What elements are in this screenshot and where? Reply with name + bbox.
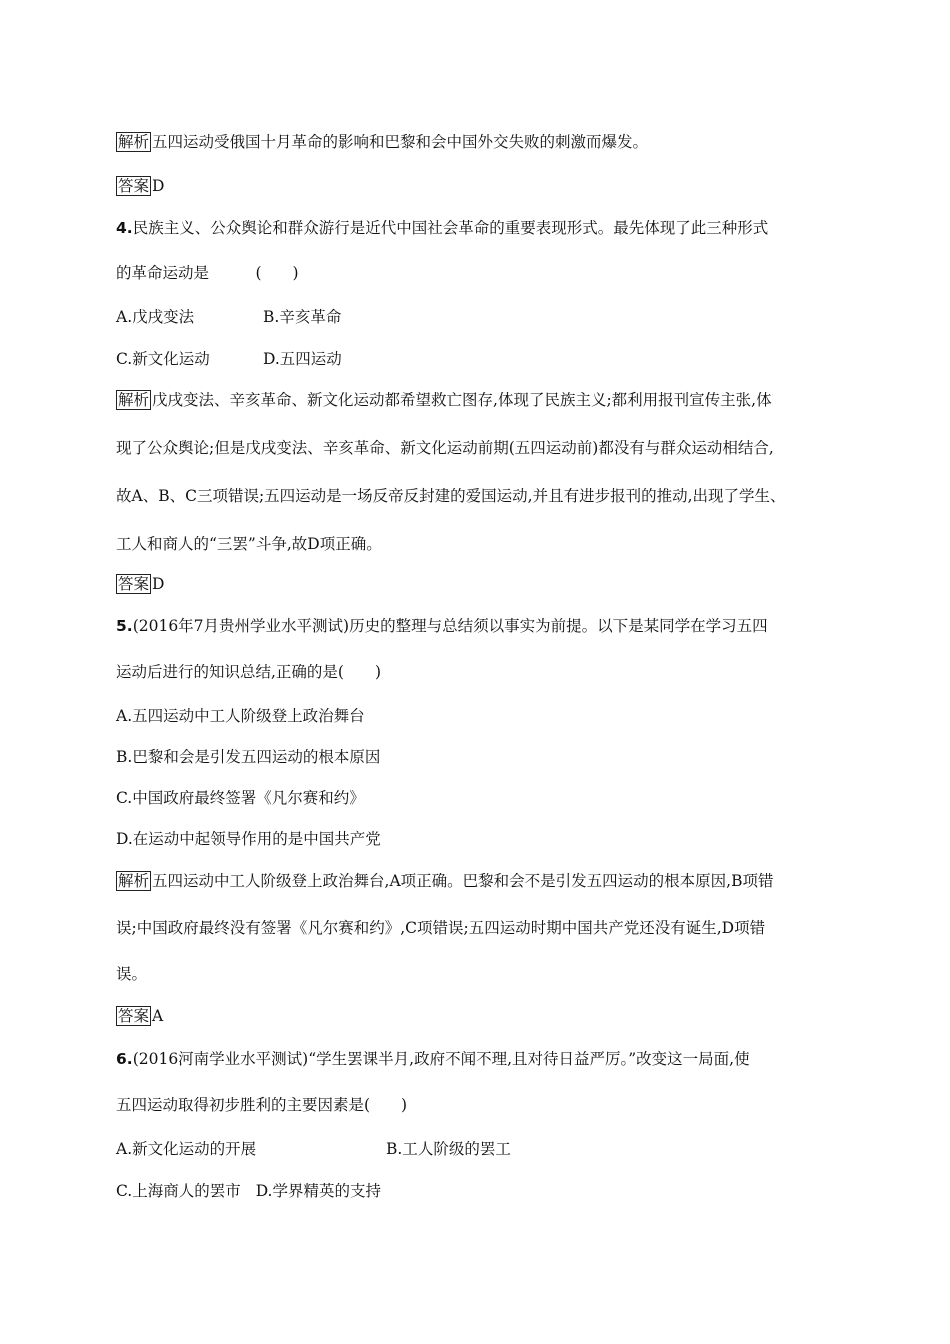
q4-analysis-line2: 现了公众舆论;但是戊戌变法、辛亥革命、新文化运动前期(五四运动前)都没有与群众运动相结合,	[116, 439, 774, 457]
q5-option-b: B.巴黎和会是引发五四运动的根本原因	[116, 748, 381, 766]
q5-answer	[116, 1006, 163, 1026]
q4-analysis	[116, 390, 772, 410]
q4-option-a: A.戊戌变法	[116, 308, 195, 326]
q4-option-b: B.辛亥革命	[263, 308, 342, 326]
q4-stem	[116, 218, 768, 238]
q5-option-d: D.在运动中起领导作用的是中国共产党	[116, 830, 381, 848]
q5-analysis-line1: 五四运动中工人阶级登上政治舞台,A项正确。巴黎和会不是引发五四运动的根本原因,B项错	[152, 872, 774, 890]
q6-stem	[116, 1049, 750, 1069]
q5-answer-value: A	[152, 1007, 164, 1025]
q6-options-row2	[116, 1181, 381, 1201]
q5-option-a: A.五四运动中工人阶级登上政治舞台	[116, 707, 365, 725]
analysis-tag: 解析	[118, 133, 150, 151]
q5-analysis-line2: 误;中国政府最终没有签署《凡尔赛和约》,C项错误;五四运动时期中国共产党还没有诞生,D项错	[116, 919, 766, 937]
q4-options-row1	[116, 307, 342, 327]
q5-analysis	[116, 871, 773, 891]
q6-options-row1	[116, 1139, 511, 1159]
q4-stem-line2: 的革命运动是 ( )	[116, 264, 299, 282]
q6-stem-line1: (2016河南学业水平测试)“学生罢课半月,政府不闻不理,且对待日益严厉。”改变这一局面,使	[132, 1050, 750, 1068]
answer-tag: 答案	[118, 177, 150, 195]
q4-stem-line1: 民族主义、公众舆论和群众游行是近代中国社会革命的重要表现形式。最先体现了此三种形式	[132, 219, 769, 237]
q3-answer	[116, 176, 164, 196]
q4-answer-value: D	[152, 575, 165, 593]
analysis-tag: 解析	[118, 391, 150, 409]
answer-tag: 答案	[118, 1007, 150, 1025]
q6-number: 6.	[116, 1050, 133, 1068]
q5-stem-line1: (2016年7月贵州学业水平测试)历史的整理与总结须以事实为前提。以下是某同学在学习五四	[132, 617, 768, 635]
q4-analysis-line4: 工人和商人的“三罢”斗争,故D项正确。	[116, 535, 382, 553]
q6-option-b: B.工人阶级的罢工	[386, 1140, 511, 1158]
q3-answer-value: D	[152, 177, 165, 195]
q4-analysis-line1: 戊戌变法、辛亥革命、新文化运动都希望救亡图存,体现了民族主义;都利用报刊宣传主张,体	[152, 391, 772, 409]
answer-tag: 答案	[118, 575, 150, 593]
q4-option-d: D.五四运动	[263, 350, 342, 368]
q6-stem-line2: 五四运动取得初步胜利的主要因素是( )	[116, 1096, 408, 1114]
q3-analysis-text: 五四运动受俄国十月革命的影响和巴黎和会中国外交失败的刺激而爆发。	[152, 133, 649, 151]
q4-options-row2	[116, 349, 342, 369]
q6-option-d: D.学界精英的支持	[255, 1182, 381, 1200]
q5-number: 5.	[116, 617, 133, 635]
q5-option-c: C.中国政府最终签署《凡尔赛和约》	[116, 789, 365, 807]
q5-stem-line2: 运动后进行的知识总结,正确的是( )	[116, 663, 382, 681]
q3-analysis	[116, 132, 648, 152]
q4-option-c: C.新文化运动	[116, 350, 210, 368]
q5-stem	[116, 616, 768, 636]
q6-option-c: C.上海商人的罢市	[116, 1182, 241, 1200]
analysis-tag: 解析	[118, 872, 150, 890]
q4-analysis-line3: 故A、B、C三项错误;五四运动是一场反帝反封建的爱国运动,并且有进步报刊的推动,出现了学生、	[116, 487, 786, 505]
q5-analysis-line3: 误。	[116, 965, 148, 983]
q4-number: 4.	[116, 219, 133, 237]
q6-option-a: A.新文化运动的开展	[116, 1140, 257, 1158]
q4-answer	[116, 574, 164, 594]
